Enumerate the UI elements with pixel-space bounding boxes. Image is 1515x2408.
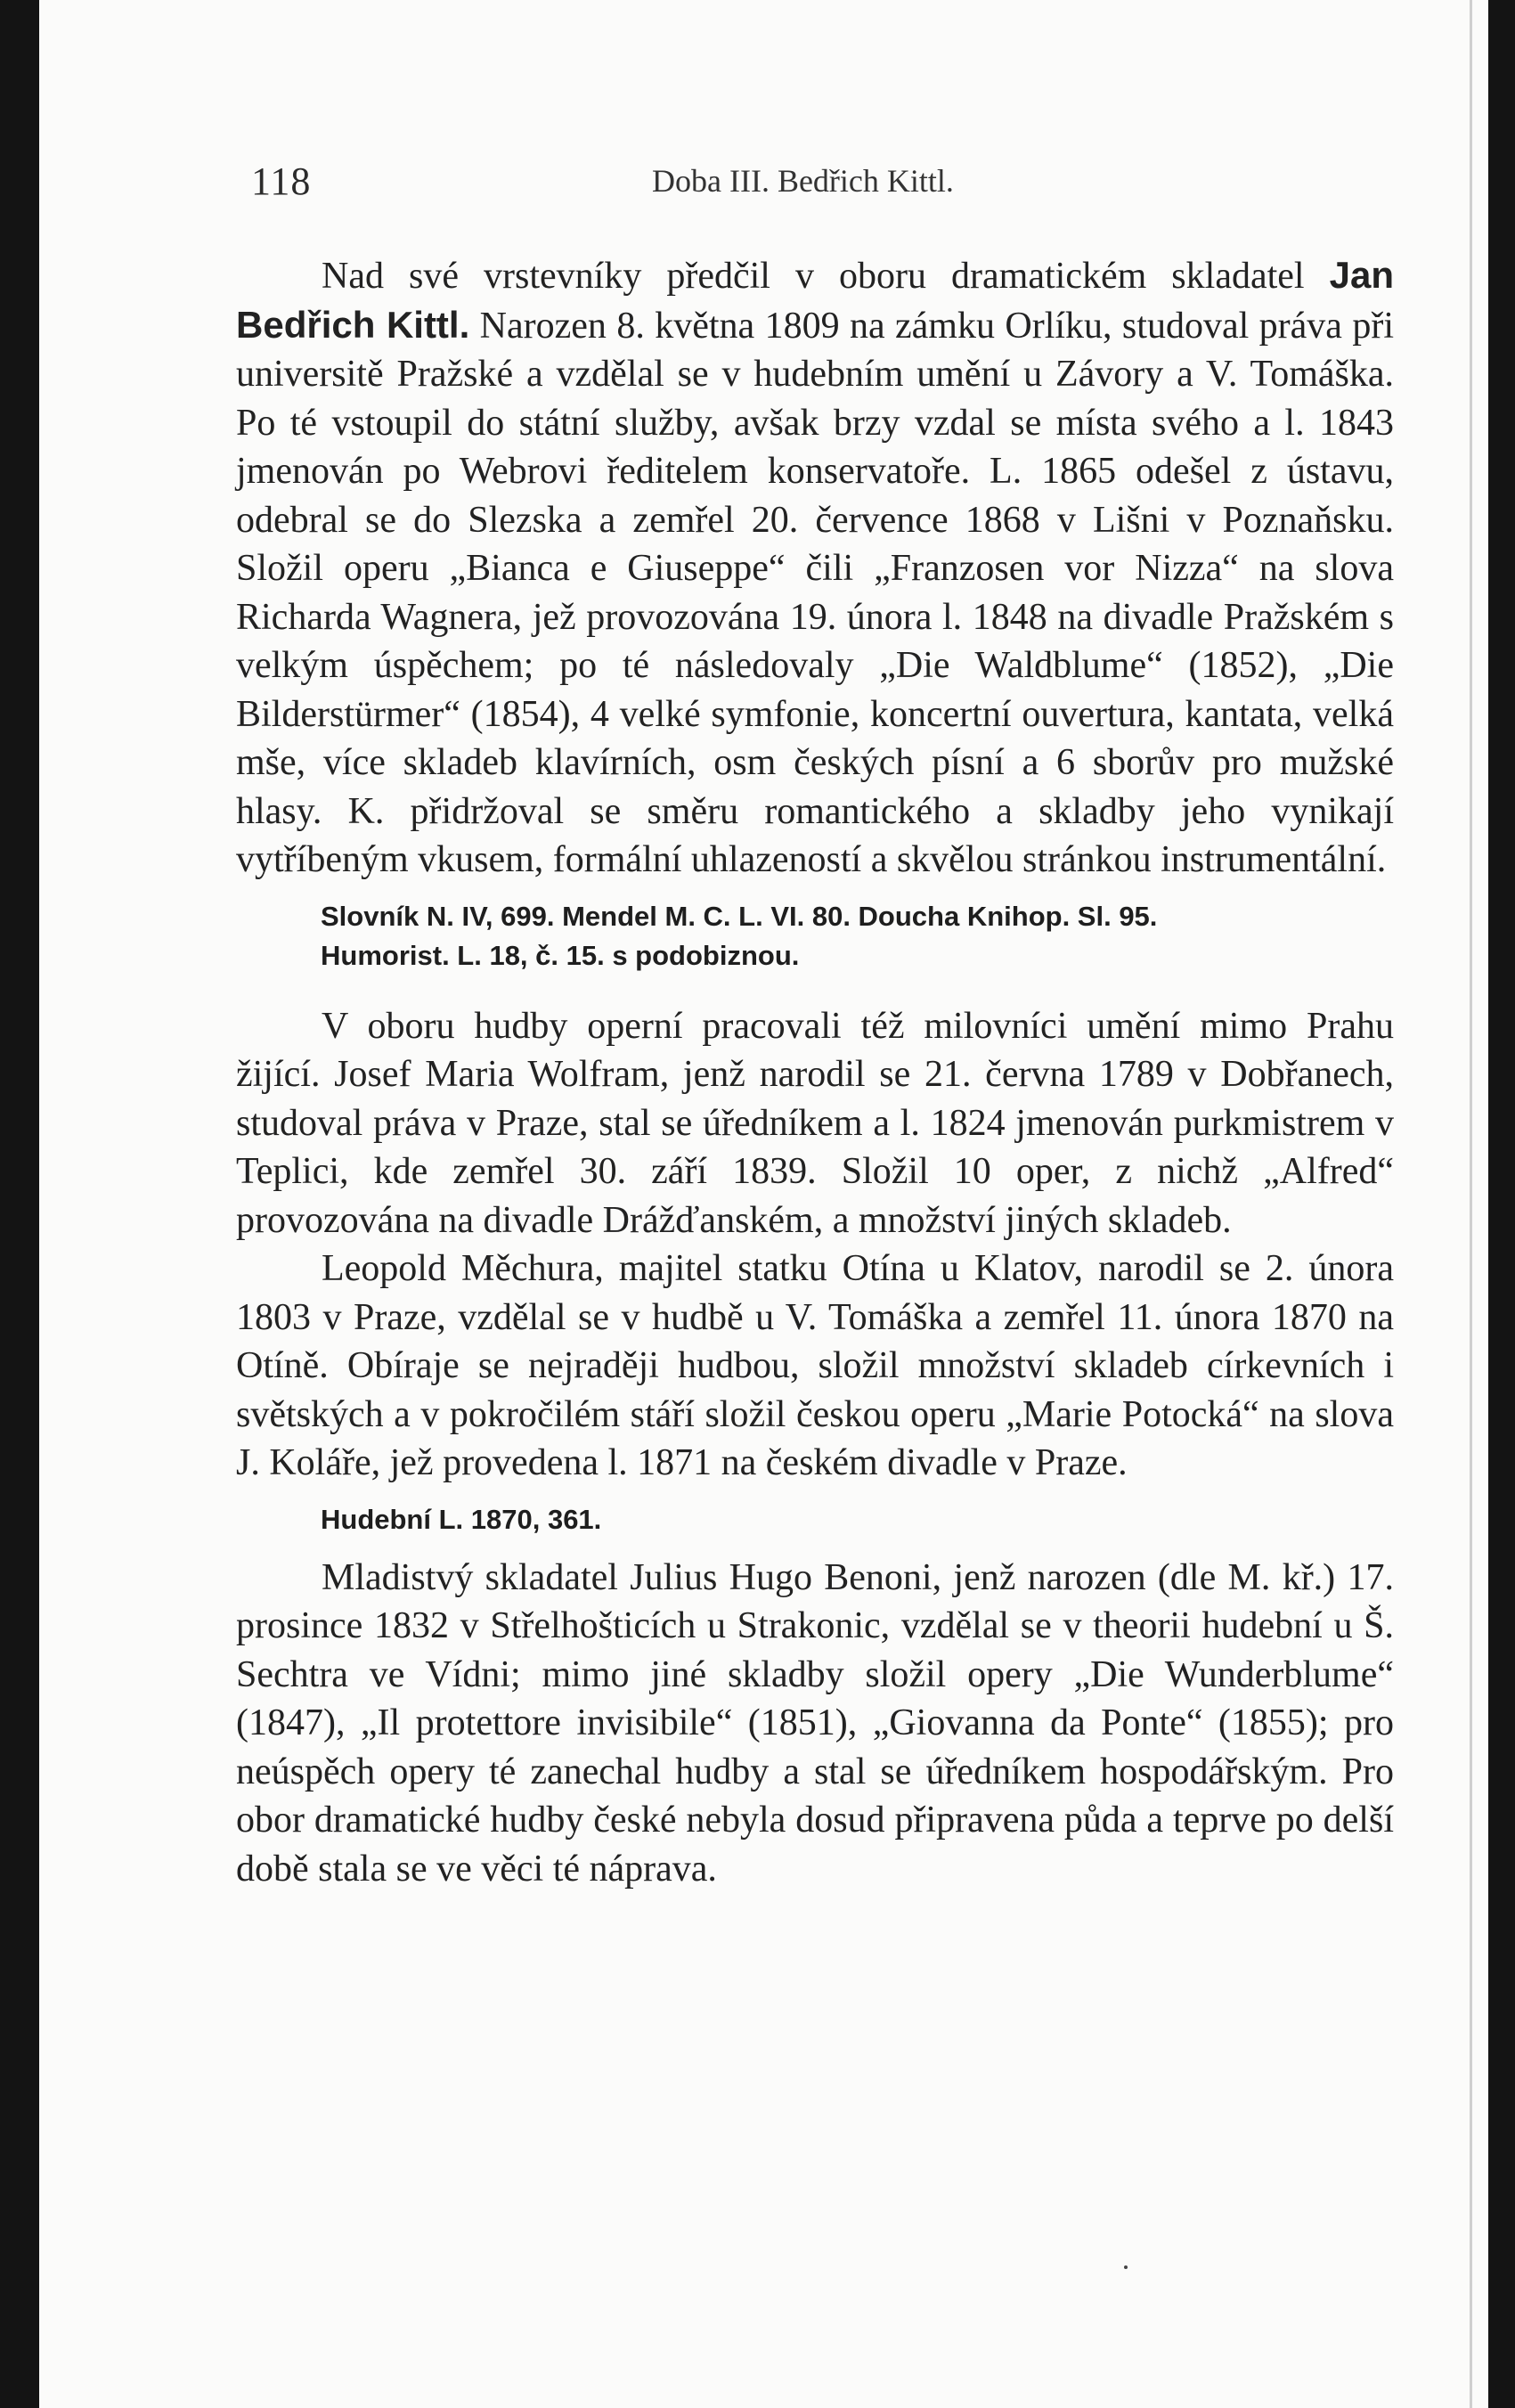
paragraph-wolfram: V oboru hudby operní pracovali též milovníci umění mimo Prahu žijící. Josef Maria Wolfram, jenž narodil se 21. června 1789 v Dobřanech, studoval práva v Praze, stal se úředníkem a l. 1824 jmenován purkmistrem v Teplici, kde zemřel 30. září 1839. Složil 10 oper, z nichž „Alfred“ provozována na divadle Drážďanském, a množství jiných skladeb. (236, 1005, 1394, 1241)
kittl-lead: Nad své vrstevníky předčil v oboru dramatickém skladatel (322, 256, 1305, 297)
spacer (236, 1539, 1394, 1554)
running-title: Doba III. Bedřich Kittl. (652, 163, 954, 199)
spacer (236, 975, 1394, 1002)
paragraph-mechura: Leopold Měchura, majitel statku Otína u Klatov, narodil se 2. února 1803 v Praze, vzdělal se v hudbě u V. Tomáška a zemřel 11. února 1870 na Otíně. Obíraje se nejraději hudbou, složil množství skladeb církevních i světských a v pokročilém stáří složil českou operu „Marie Potocká“ na slova J. Koláře, jež provedena l. 1871 na českém divadle v Praze. (236, 1248, 1394, 1483)
print-speck (1124, 2265, 1128, 2269)
page-number: 118 (251, 159, 312, 203)
scan-border-line (1470, 0, 1472, 2408)
kittl-source-line-2: Humorist. L. 18, č. 15. s podobiznou. (321, 939, 800, 971)
mechura-source: Hudební L. 1870, 361. (321, 1503, 602, 1535)
book-page (39, 0, 1488, 2408)
page-header (251, 159, 1391, 212)
kittl-sources (321, 897, 1394, 975)
paragraph-kittl (236, 251, 1394, 885)
page-body (236, 251, 1394, 1893)
kittl-source-line-1: Slovník N. IV, 699. Mendel M. C. L. VI. 80. Doucha Knihop. Sl. 95. (321, 900, 1158, 932)
scan-border-right (1488, 0, 1515, 2408)
kittl-name: Jan Bedřich Kittl. (236, 254, 1394, 346)
paragraph-benoni: Mladistvý skladatel Julius Hugo Benoni, jenž narozen (dle M. kř.) 17. prosince 1832 v Střelhošticích u Strakonic, vzdělal se v theorii hudební u Š. Sechtra ve Vídni; mimo jiné skladby složil opery „Die Wunderblume“ (1847), „Il protettore invisibile“ (1851), „Giovanna da Ponte“ (1855); pro neúspěch opery té zanechal hudby a stal se úředníkem hospodářským. Pro obor dramatické hudby české nebyla dosud připravena půda a teprve po delší době stala se ve věci té náprava. (236, 1556, 1394, 1890)
kittl-text: Narozen 8. května 1809 na zámku Orlíku, studoval práva při universitě Pražské a vzdělal se v hudebním umění u Závory a V. Tomáška. Po té vstoupil do státní služby, avšak brzy vzdal se místa svého a l. 1843 jmenován po Webrovi ředitelem konservatoře. L. 1865 odešel z ústavu, odebral se do Slezska a zemřel 20. července 1868 v Lišni v Poznaňsku. Složil operu „Bianca e Giuseppe“ čili „Franzosen vor Nizza“ na slova Richarda Wagnera, jež provozována 19. února l. 1848 na divadle Pražském s velkým úspěchem; po té následovaly „Die Waldblume“ (1852), „Die Bilderstürmer“ (1854), 4 velké symfonie, koncertní ouvertura, kantata, velká mše, více skladeb klavírních, osm českých písní a 6 sborův pro mužské hlasy. K. přidržoval se směru romantického a skladby jeho vynikají vytříbeným vkusem, formální uhlazeností a skvělou stránkou instrumentální. (236, 305, 1394, 880)
scan-border-left (0, 0, 39, 2408)
